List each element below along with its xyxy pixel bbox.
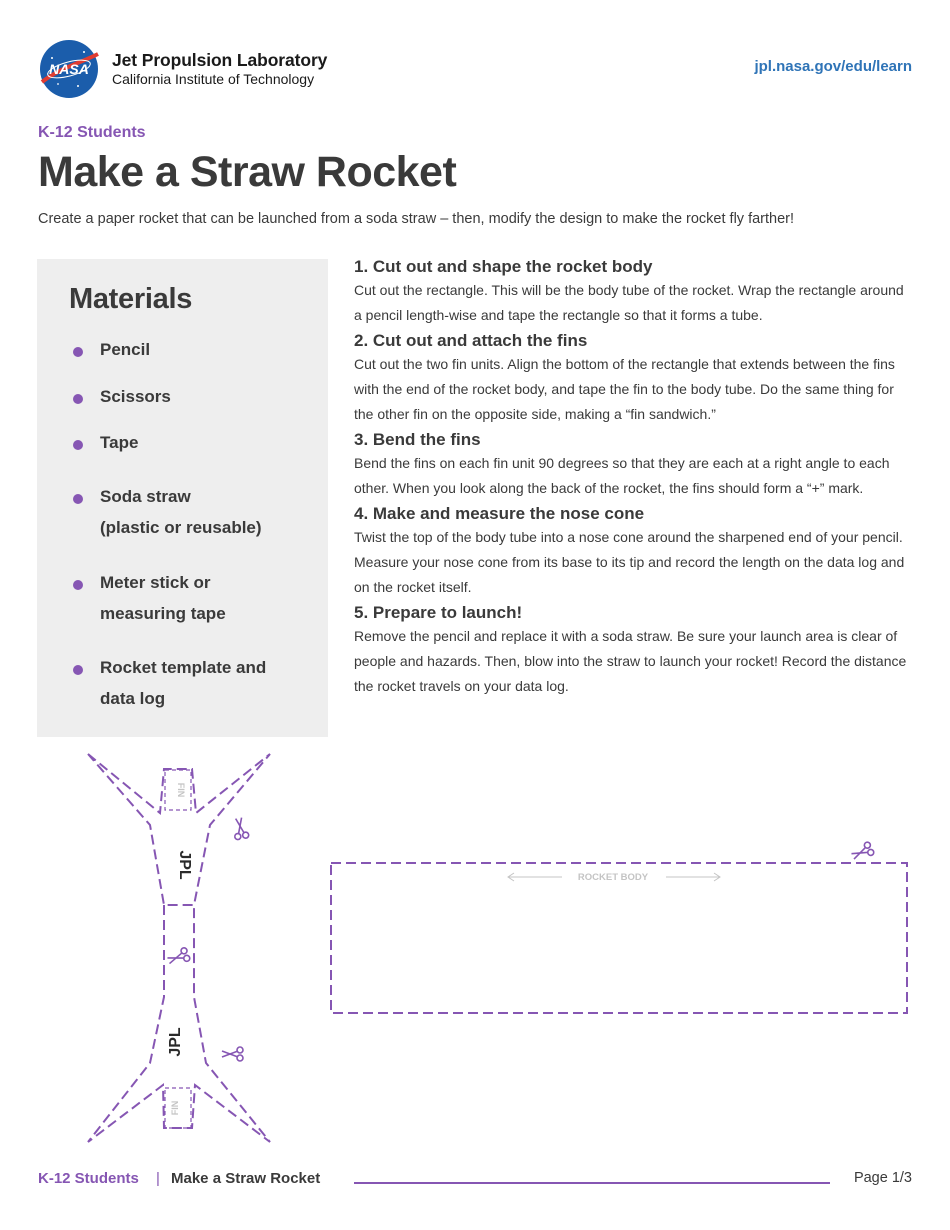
materials-item-label: Soda straw (plastic or reusable) xyxy=(100,487,262,537)
page-number: Page 1/3 xyxy=(853,1170,912,1186)
org-subtitle: California Institute of Technology xyxy=(112,71,315,87)
materials-item-label: Scissors xyxy=(100,387,171,406)
materials-item xyxy=(73,658,266,714)
jpl-learn-link[interactable]: jpl.nasa.gov/edu/learn xyxy=(754,58,912,75)
bullet-icon xyxy=(73,440,83,450)
instructions xyxy=(354,256,914,701)
step-title: 2. Cut out and attach the fins xyxy=(354,331,588,350)
step-body: Remove the pencil and replace it with a soda straw. Be sure your launch area is clear of people and hazards. Then, blow into the straw to launch your rocket! Record the distance the rocket travels on your data log. xyxy=(354,628,907,694)
scissors-icon xyxy=(222,1047,243,1061)
rocket-template xyxy=(0,740,950,1160)
scissors-icon xyxy=(850,841,875,863)
step-body: Cut out the rectangle. This will be the body tube of the rocket. Wrap the rectangle around a pencil length-wise and tape the rectangle so that it forms a tube. xyxy=(354,282,904,323)
scissors-icon xyxy=(232,817,249,840)
bullet-icon xyxy=(73,347,83,357)
materials-item xyxy=(73,340,150,365)
rocket-body-outline xyxy=(331,863,907,1013)
footer-rule xyxy=(354,1182,830,1184)
fin-label: FIN xyxy=(176,782,186,798)
materials-item-label: Rocket template and data log xyxy=(100,658,267,708)
materials-item xyxy=(73,573,226,629)
footer-title: Make a Straw Rocket xyxy=(171,1170,321,1187)
bullet-icon xyxy=(73,580,83,590)
bullet-icon xyxy=(73,665,83,675)
bullet-icon xyxy=(73,394,83,404)
audience-label: K-12 Students xyxy=(38,124,146,141)
materials-item-label: Pencil xyxy=(100,340,151,359)
materials-panel xyxy=(37,259,328,737)
page-title: Make a Straw Rocket xyxy=(38,148,457,196)
step-body: Twist the top of the body tube into a nose cone around the sharpened end of your pencil. Measure your nose cone from its base to its tip and record the length on the data log and on the rocket itself. xyxy=(354,529,905,595)
step-body: Bend the fins on each fin unit 90 degrees so that they are each at a right angle to each other. When you look along the back of the rocket, the fins should form a “+” mark. xyxy=(354,455,890,496)
materials-item xyxy=(73,487,262,543)
jpl-mark: JPL xyxy=(176,850,193,880)
step-title: 1. Cut out and shape the rocket body xyxy=(354,257,653,276)
materials-item-label: Meter stick or measuring tape xyxy=(100,573,226,623)
step-title: 4. Make and measure the nose cone xyxy=(354,504,645,523)
materials-heading: Materials xyxy=(69,283,193,315)
step-title: 5. Prepare to launch! xyxy=(354,603,523,622)
bullet-icon xyxy=(73,494,83,504)
page-header xyxy=(38,38,912,98)
org-name: Jet Propulsion Laboratory xyxy=(112,50,328,70)
scissors-icon xyxy=(166,947,191,967)
materials-item-label: Tape xyxy=(100,433,139,452)
page-footer xyxy=(38,1170,912,1192)
step-title: 3. Bend the fins xyxy=(354,430,481,449)
step-body: Cut out the two fin units. Align the bottom of the rectangle that extends between the fins with the end of the rocket body, and tape the fin to the body tube. Do the same thing for the other fin on the opposite side, making a “fin sandwich.” xyxy=(354,356,895,422)
nasa-logo xyxy=(38,38,100,100)
intro-text: Create a paper rocket that can be launched from a soda straw – then, modify the design to make the rocket fly farther! xyxy=(38,211,795,227)
rocket-body-label: ROCKET BODY xyxy=(577,872,649,883)
materials-item xyxy=(73,387,171,412)
materials-item xyxy=(73,433,138,458)
fin-label: FIN xyxy=(170,1100,180,1116)
nasa-logo-text: NASA xyxy=(49,61,89,77)
footer-section: K-12 Students xyxy=(38,1170,139,1187)
footer-separator: | xyxy=(156,1170,160,1187)
jpl-mark: JPL xyxy=(167,1027,184,1057)
